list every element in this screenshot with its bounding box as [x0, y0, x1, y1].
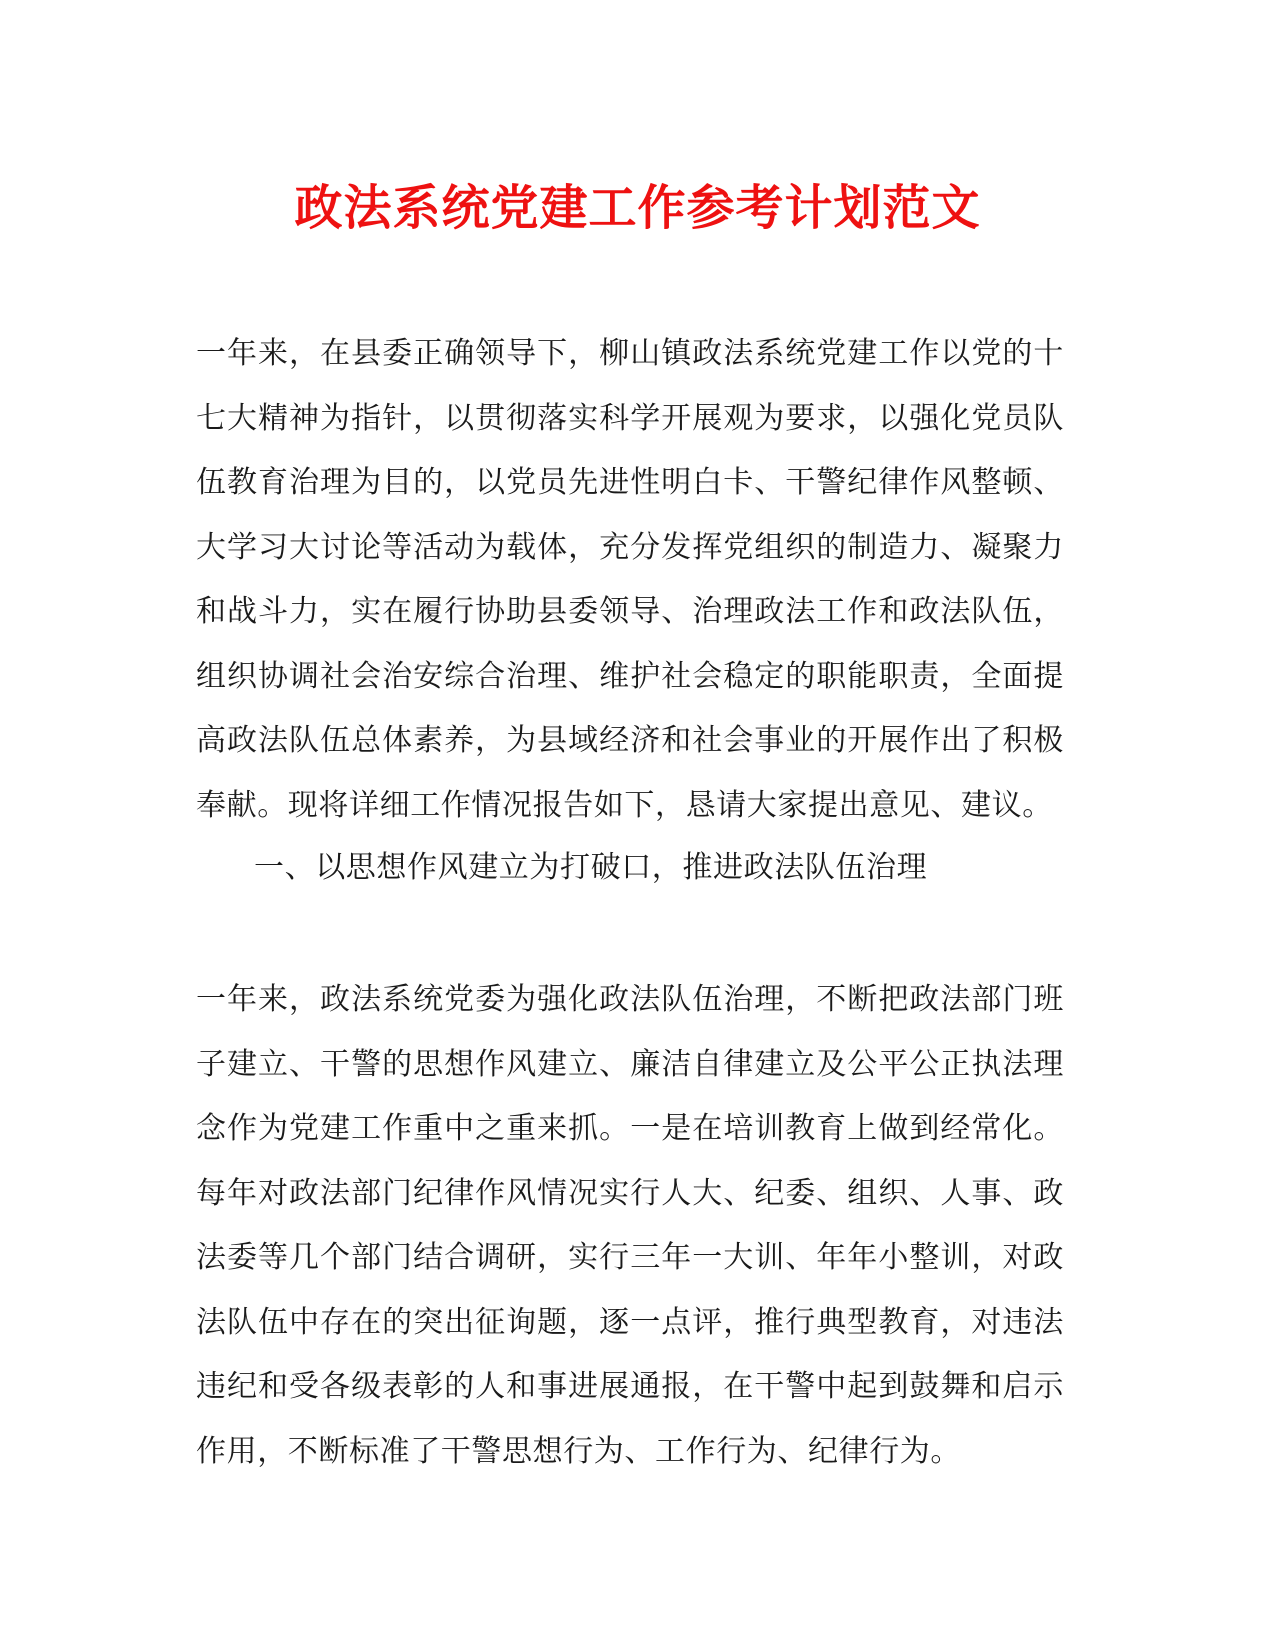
body-paragraph-intro: 一年来，在县委正确领导下，柳山镇政法系统党建工作以党的十七大精神为指针，以贯彻落实科学开展观为要求，以强化党员队伍教育治理为目的，以党员先进性明白卡、干警纪律作风整顿、大学习大讨论等活动为载体，充分发挥党组织的制造力、凝聚力和战斗力，实在履行协助县委领导、治理政法工作和政法队伍，组织协调社会治安综合治理、维护社会稳定的职能职责，全面提高政法队伍总体素养，为县域经济和社会事业的开展作出了积极奉献。现将详细工作情况报告如下，恳请大家提出意见、建议。 — [196, 336, 1064, 823]
section-heading: 一、以思想作风建立为打破口，推进政法队伍治理 — [254, 850, 928, 885]
document-title: 政法系统党建工作参考计划范文 — [294, 180, 981, 236]
body-paragraph-section-one: 一年来，政法系统党委为强化政法队伍治理，不断把政法部门班子建立、干警的思想作风建立、廉洁自律建立及公平公正执法理念作为党建工作重中之重来抓。一是在培训教育上做到经常化。每年对政法部门纪律作风情况实行人大、纪委、组织、人事、政法委等几个部门结合调研，实行三年一大训、年年小整训，对政法队伍中存在的突出征询题，逐一点评，推行典型教育，对违法违纪和受各级表彰的人和事进展通报，在干警中起到鼓舞和启示作用，不断标准了干警思想行为、工作行为、纪律行为。 — [196, 982, 1064, 1469]
